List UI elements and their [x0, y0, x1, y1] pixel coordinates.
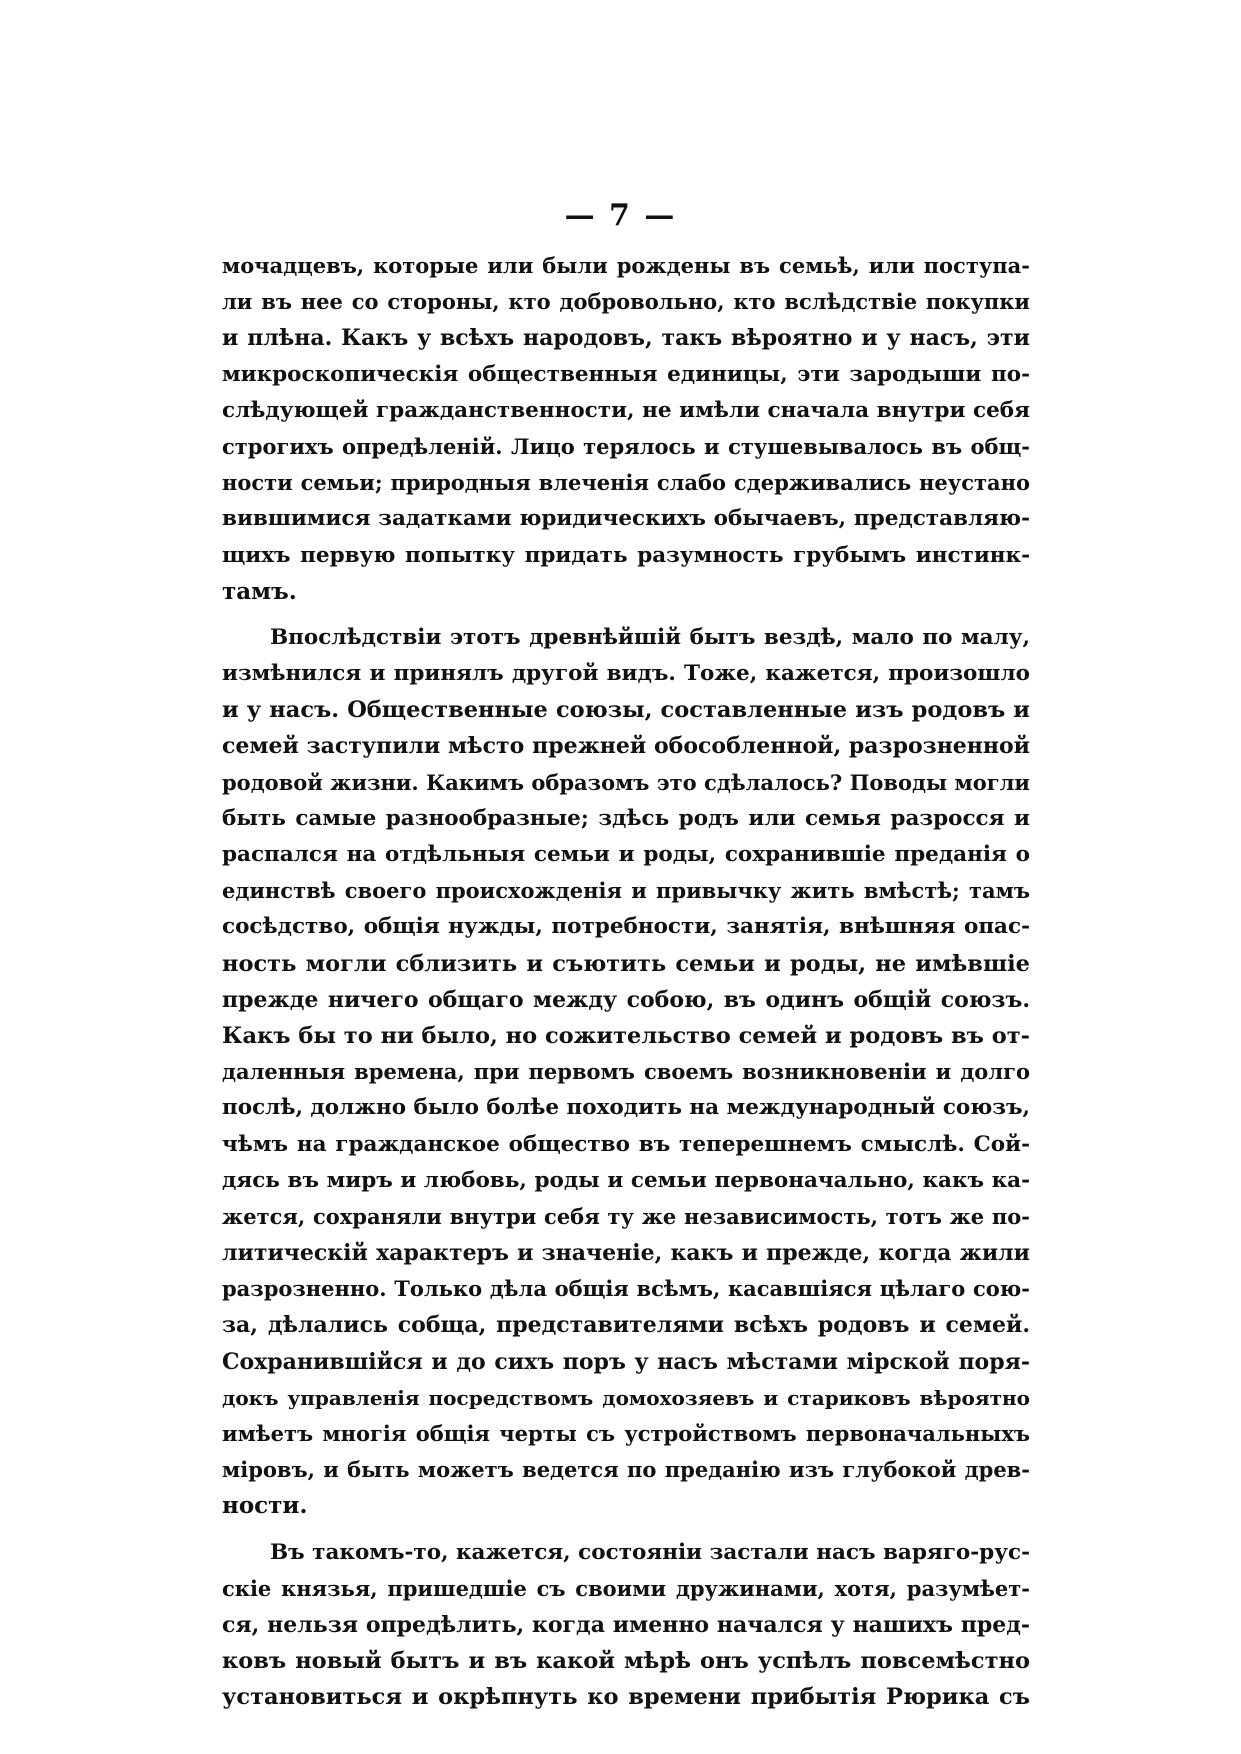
text-line: дясь въ миръ и любовь, роды и семьи первоначально, какъ ка- [222, 1167, 1030, 1193]
text-line: Въ такомъ-то, кажется, состояніи застали насъ варяго-рус- [270, 1539, 1030, 1565]
text-line: имѣетъ многія общія черты съ устройствомъ первоначальныхъ [222, 1421, 1030, 1446]
text-line: докъ управленія посредствомъ домохозяевъ и стариковъ вѣроятно [222, 1385, 1030, 1410]
text-line: Сохранившійся и до сихъ поръ у насъ мѣстами мірской поря- [222, 1348, 1030, 1375]
text-line: послѣ, должно было болѣе походить на международный союзъ, [222, 1095, 1031, 1121]
text-line: измѣнился и принялъ другой видъ. Тоже, кажется, произошло [222, 661, 1030, 687]
text-line: семей заступили мѣсто прежней обособленной, разрозненной [222, 733, 1030, 760]
text-line: скіе князья, пришедшіе съ своими дружинами, хотя, разумѣет- [222, 1575, 1030, 1601]
paragraph [222, 1535, 1030, 1716]
text-line: сосѣдство, общія нужды, потребности, занятія, внѣшняя опас- [222, 914, 1030, 940]
body-text [222, 248, 1030, 1716]
text-line: строгихъ опредѣленій. Лицо терялось и стушевывалось въ общ- [222, 433, 1030, 459]
text-line: и у насъ. Общественные союзы, составленные изъ родовъ и [222, 697, 1030, 724]
text-line: разрозненно. Только дѣла общія всѣмъ, касавшіяся цѣлаго сою- [222, 1276, 1030, 1302]
text-line: и плѣна. Какъ у всѣхъ народовъ, такъ вѣроятно и у насъ, эти [222, 325, 1030, 352]
text-line: тамъ. [222, 577, 297, 605]
paragraph [222, 620, 1030, 1525]
text-line: ность могли сблизить и съютить семьи и роды, не имѣвшіе [222, 950, 1030, 977]
text-line: даленныя времена, при первомъ своемъ возникновеніи и долго [222, 1059, 1030, 1085]
text-line: ли въ нее со стороны, кто добровольно, кто вслѣдствіе покупки [222, 289, 1030, 315]
text-line: ся, нельзя опредѣлить, когда именно начался у нашихъ пред- [222, 1611, 1030, 1638]
paragraph [222, 248, 1030, 610]
text-line: единствѣ своего происхожденія и привычку жить вмѣстѣ; тамъ [222, 878, 1030, 904]
text-line: щихъ первую попытку придать разумность грубымъ инстинк- [222, 542, 1030, 568]
page-number: — 7 — [564, 198, 677, 233]
text-line: вившимися задатками юридическихъ обычаевъ, представляю- [222, 506, 1030, 532]
text-line: за, дѣлались собща, представителями всѣхъ родовъ и семей. [222, 1312, 1030, 1339]
text-line: родовой жизни. Какимъ образомъ это сдѣлалось? Поводы могли [222, 769, 1030, 795]
text-line: ности семьи; природныя влеченія слабо сдерживались неустано [222, 470, 1030, 496]
text-line: микроскопическія общественныя единицы, эти зародыши по- [222, 361, 1030, 387]
text-line: Впослѣдствіи этотъ древнѣйшій бытъ вездѣ, мало по малу, [270, 624, 1030, 650]
text-line: ковъ новый бытъ и въ какой мѣрѣ онъ успѣлъ повсемѣстно [222, 1648, 1030, 1675]
text-line: распался на отдѣльныя семьи и роды, сохранившіе преданія о [222, 842, 1030, 867]
text-line: чѣмъ на гражданское общество въ теперешнемъ смыслѣ. Сой- [222, 1131, 1030, 1157]
text-line: установиться и окрѣпнуть ко времени прибытія Рюрика съ [222, 1684, 1030, 1711]
text-line: міровъ, и быть можетъ ведется по преданію изъ глубокой древ- [222, 1457, 1030, 1483]
text-line: жется, сохраняли внутри себя ту же независимость, тотъ же по- [222, 1203, 1030, 1229]
text-line: быть самые разнообразные; здѣсь родъ или семья разросся и [222, 805, 1030, 831]
text-line: литическій характеръ и значеніе, какъ и прежде, когда жили [222, 1240, 1030, 1267]
text-line: слѣдующей гражданственности, не имѣли сначала внутри себя [222, 397, 1030, 423]
text-line: Какъ бы то ни было, но сожительство семей и родовъ въ от- [222, 1022, 1030, 1049]
text-line: прежде ничего общаго между собою, въ одинъ общій союзъ. [222, 986, 1030, 1013]
text-line: мочадцевъ, которые или были рождены въ семьѣ, или поступа- [222, 253, 1030, 278]
text-line: ности. [222, 1492, 308, 1520]
